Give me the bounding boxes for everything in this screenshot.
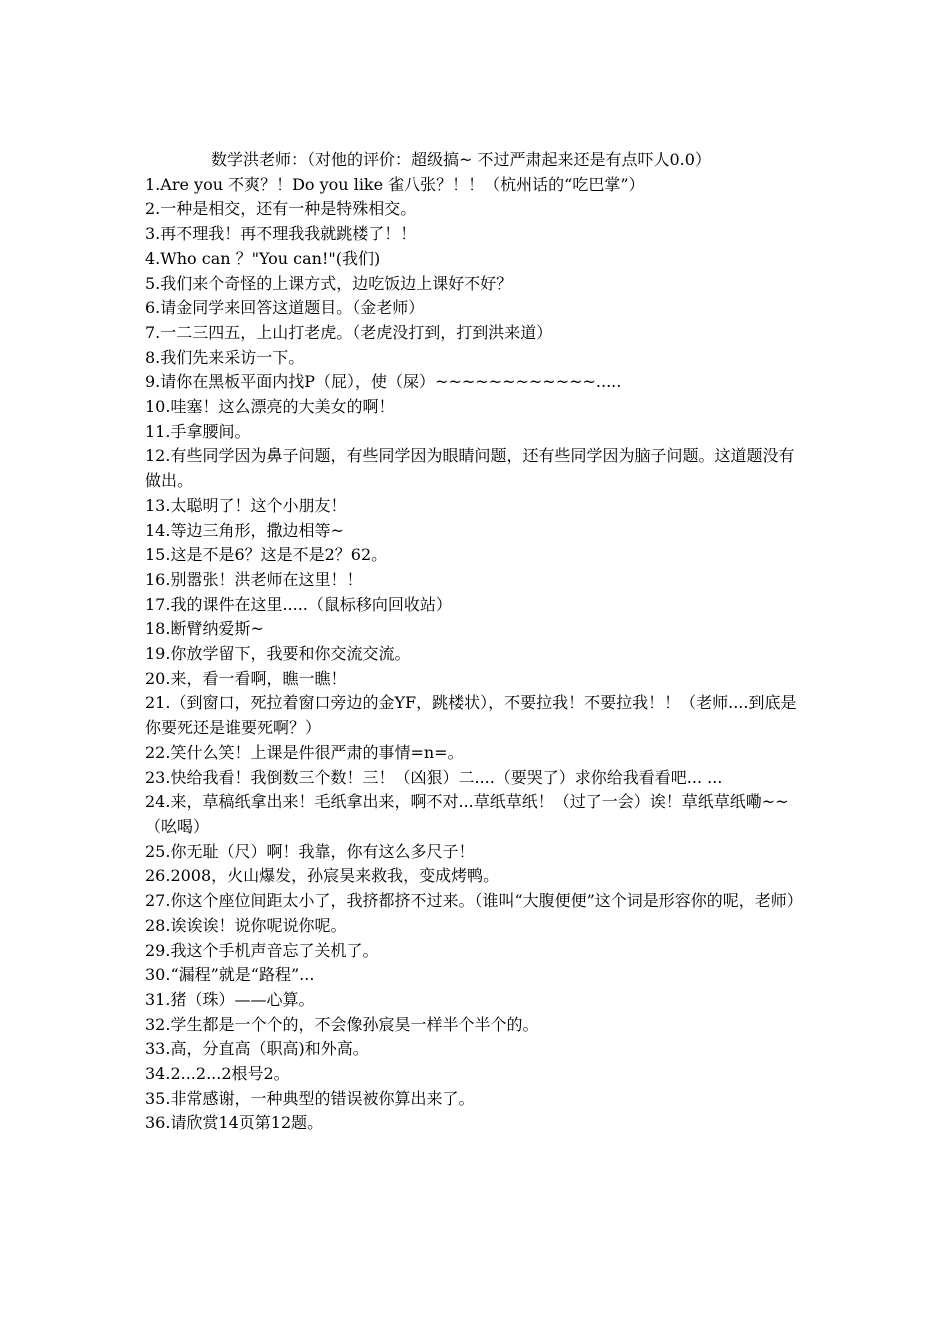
quote-item: 24.来，草稿纸拿出来！毛纸拿出来，啊不对...草纸草纸！（过了一会）诶！草纸草纸嘞~~（吆喝） (145, 792, 789, 836)
quote-item: 22.笑什么笑！上课是件很严肃的事情=n=。 (145, 742, 464, 762)
quote-item: 6.请金同学来回答这道题目。（金老师） (145, 298, 425, 318)
quote-item: 15.这是不是6？这是不是2？62。 (145, 545, 388, 565)
quote-item: 3.再不理我！再不理我我就跳楼了！！ (145, 224, 417, 244)
quote-item: 8.我们先来采访一下。 (145, 347, 305, 367)
quote-item: 10.哇塞！这么漂亮的大美女的啊！ (145, 397, 395, 417)
quote-item: 7.一二三四五，上山打老虎。（老虎没打到，打到洪来道） (145, 322, 553, 342)
quote-item: 13.太聪明了！这个小朋友！ (145, 495, 347, 515)
quote-item: 19.你放学留下，我要和你交流交流。 (145, 644, 411, 664)
quote-item: 14.等边三角形，撒边相等~ (145, 520, 344, 540)
document-title: 数学洪老师：（对他的评价：超级搞~ 不过严肃起来还是有点吓人0.0） (211, 150, 711, 169)
quote-item: 31.猪（珠）——心算。 (145, 989, 315, 1009)
quote-item: 20.来，看一看啊，瞧一瞧！ (145, 668, 347, 688)
quote-item: 30.“漏程”就是“路程”... (145, 965, 315, 985)
quote-item: 11.手拿腰间。 (145, 421, 251, 441)
quote-item: 32.学生都是一个个的，不会像孙宸昊一样半个半个的。 (145, 1014, 539, 1034)
quote-item: 34.2...2...2根号2。 (145, 1064, 290, 1084)
quote-item: 2.一种是相交，还有一种是特殊相交。 (145, 199, 417, 219)
quote-item: 26.2008，火山爆发，孙宸昊来救我，变成烤鸭。 (145, 866, 500, 886)
quote-item: 1.Are you 不爽？！Do you like 雀八张？！！（杭州话的“吃巴掌”） (145, 174, 645, 194)
quote-item: 16.别嚣张！洪老师在这里！！ (145, 569, 363, 589)
quote-item: 5.我们来个奇怪的上课方式，边吃饭边上课好不好？ (145, 273, 513, 293)
quote-item: 18.断臂纳爱斯~ (145, 619, 264, 639)
quote-item: 27.你这个座位间距太小了，我挤都挤不过来。（谁叫“大腹便便”这个词是形容你的呢，老师） (145, 891, 803, 911)
quote-item: 28.诶诶诶！说你呢说你呢。 (145, 915, 347, 935)
quote-item: 29.我这个手机声音忘了关机了。 (145, 940, 379, 960)
quote-item: 25.你无耻（尺）啊！我靠，你有这么多尺子！ (145, 841, 475, 861)
quote-item: 12.有些同学因为鼻子问题，有些同学因为眼睛问题，还有些同学因为脑子问题。这道题没有做出。 (145, 446, 795, 491)
quote-list (145, 173, 805, 1136)
quote-item: 9.请你在黑板平面内找P（屁），使（屎）~~~~~~~~~~~~..... (145, 372, 622, 392)
quote-item: 4.Who can ？"You can!"(我们) (145, 248, 381, 268)
quote-item: 36.请欣赏14页第12题。 (145, 1113, 324, 1133)
quote-item: 17.我的课件在这里.....（鼠标移向回收站） (145, 594, 452, 614)
quote-item: 21.（到窗口，死拉着窗口旁边的金YF，跳楼状），不要拉我！不要拉我！！（老师....到底是你要死还是谁要死啊？） (145, 693, 797, 738)
quote-item: 35.非常感谢，一种典型的错误被你算出来了。 (145, 1088, 475, 1108)
quote-item: 23.快给我看！我倒数三个数！三！（凶狠）二....（要哭了）求你给我看看吧... ... (145, 767, 723, 787)
quote-item: 33.高，分直高（职高)和外高。 (145, 1039, 369, 1059)
document-body (145, 148, 805, 1136)
